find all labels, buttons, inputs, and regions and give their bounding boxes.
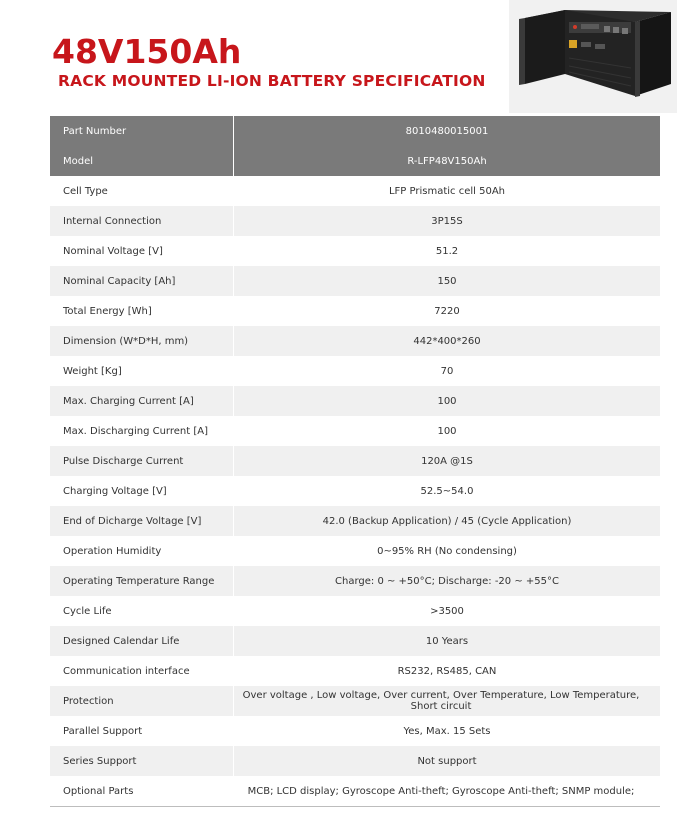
spec-label: Communication interface [50, 656, 234, 686]
spec-label: Optional Parts [50, 776, 234, 807]
spec-value: RS232, RS485, CAN [234, 656, 661, 686]
spec-label: Model [50, 146, 234, 176]
spec-value: 10 Years [234, 626, 661, 656]
spec-label: Max. Charging Current [A] [50, 386, 234, 416]
spec-label: Nominal Voltage [V] [50, 236, 234, 266]
spec-label: Max. Discharging Current [A] [50, 416, 234, 446]
spec-row-nominal-capacity [50, 266, 660, 296]
spec-row-nominal-voltage [50, 236, 660, 266]
spec-row-operation-humidity [50, 536, 660, 566]
spec-value: MCB; LCD display; Gyroscope Anti-theft; Gyroscope Anti-theft; SNMP module; [234, 776, 661, 807]
spec-subtitle: RACK MOUNTED LI-ION BATTERY SPECIFICATION [58, 72, 486, 90]
spec-value: >3500 [234, 596, 661, 626]
spec-row-optional-parts [50, 776, 660, 807]
spec-value: 150 [234, 266, 661, 296]
battery-rack-image [509, 0, 677, 113]
spec-label: Charging Voltage [V] [50, 476, 234, 506]
spec-value: 51.2 [234, 236, 661, 266]
spec-value: 0~95% RH (No condensing) [234, 536, 661, 566]
spec-label: Cell Type [50, 176, 234, 206]
spec-row-dimension [50, 326, 660, 356]
spec-value: 100 [234, 416, 661, 446]
spec-label: Weight [Kg] [50, 356, 234, 386]
spec-value: 120A @1S [234, 446, 661, 476]
spec-label: Part Number [50, 116, 234, 146]
spec-table [50, 116, 660, 807]
spec-value: Over voltage , Low voltage, Over current, Over Temperature, Low Temperature, Short circuit [234, 686, 661, 716]
spec-label: Cycle Life [50, 596, 234, 626]
spec-label: Protection [50, 686, 234, 716]
spec-label: Total Energy [Wh] [50, 296, 234, 326]
spec-label: Nominal Capacity [Ah] [50, 266, 234, 296]
spec-label: Internal Connection [50, 206, 234, 236]
spec-row-cell-type [50, 176, 660, 206]
spec-value: LFP Prismatic cell 50Ah [234, 176, 661, 206]
spec-label: Series Support [50, 746, 234, 776]
spec-row-model [50, 146, 660, 176]
spec-value: R-LFP48V150Ah [234, 146, 661, 176]
spec-label: Operating Temperature Range [50, 566, 234, 596]
spec-value: Charge: 0 ~ +50°C; Discharge: -20 ~ +55°C [234, 566, 661, 596]
spec-value: Not support [234, 746, 661, 776]
spec-row-max-discharging-current [50, 416, 660, 446]
spec-row-protection [50, 686, 660, 716]
spec-value: 52.5~54.0 [234, 476, 661, 506]
spec-row-weight [50, 356, 660, 386]
spec-value: Yes, Max. 15 Sets [234, 716, 661, 746]
spec-row-internal-connection [50, 206, 660, 236]
spec-row-part-number [50, 116, 660, 146]
spec-label: Parallel Support [50, 716, 234, 746]
spec-row-operating-temperature [50, 566, 660, 596]
product-title: 48V150Ah [52, 32, 242, 71]
spec-row-max-charging-current [50, 386, 660, 416]
spec-row-total-energy [50, 296, 660, 326]
spec-row-series-support [50, 746, 660, 776]
spec-value: 7220 [234, 296, 661, 326]
spec-row-end-of-discharge-voltage [50, 506, 660, 536]
spec-row-communication-interface [50, 656, 660, 686]
spec-row-parallel-support [50, 716, 660, 746]
spec-row-calendar-life [50, 626, 660, 656]
spec-row-charging-voltage [50, 476, 660, 506]
spec-label: Operation Humidity [50, 536, 234, 566]
spec-label: End of Dicharge Voltage [V] [50, 506, 234, 536]
spec-value: 442*400*260 [234, 326, 661, 356]
spec-value: 100 [234, 386, 661, 416]
spec-value: 42.0 (Backup Application) / 45 (Cycle Application) [234, 506, 661, 536]
spec-label: Pulse Discharge Current [50, 446, 234, 476]
battery-rack-icon [509, 0, 677, 113]
spec-label: Dimension (W*D*H, mm) [50, 326, 234, 356]
spec-value: 8010480015001 [234, 116, 661, 146]
spec-value: 3P15S [234, 206, 661, 236]
spec-row-pulse-discharge-current [50, 446, 660, 476]
spec-label: Designed Calendar Life [50, 626, 234, 656]
spec-row-cycle-life [50, 596, 660, 626]
spec-value: 70 [234, 356, 661, 386]
